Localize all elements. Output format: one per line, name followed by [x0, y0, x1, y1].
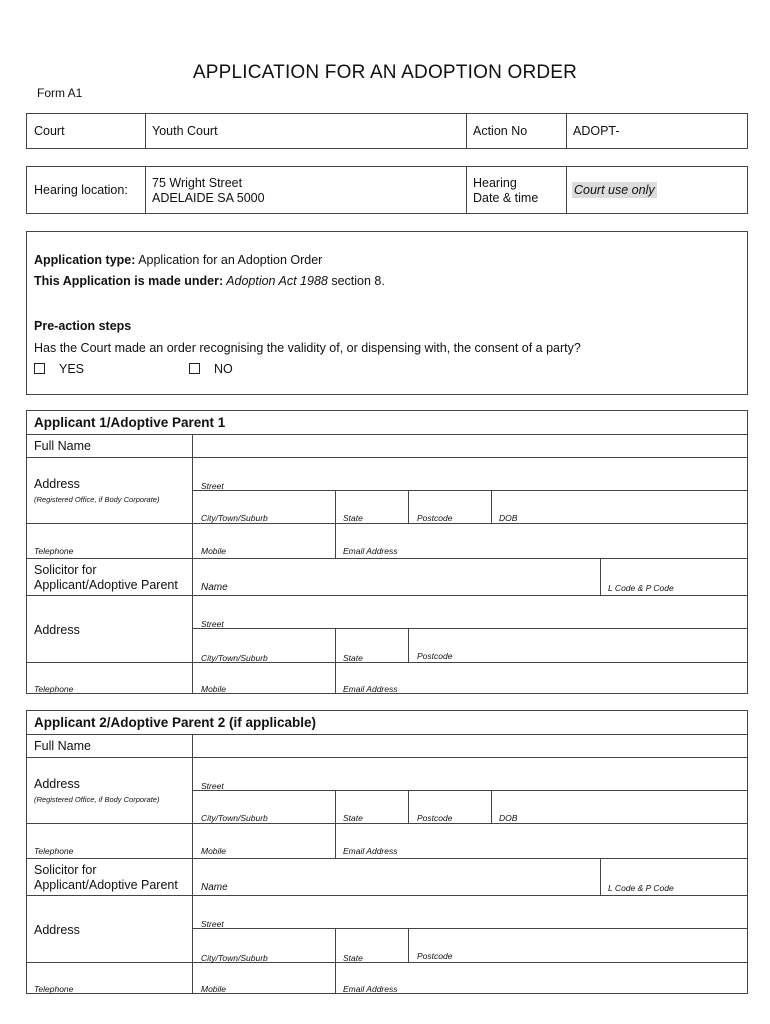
applicant1-sol-telephone-label[interactable]: Telephone — [34, 684, 74, 694]
no-option[interactable] — [189, 362, 233, 376]
applicant2-lcode-label[interactable]: L Code & P Code — [608, 883, 674, 893]
applicant2-full-name-label: Full Name — [34, 739, 91, 753]
applicant2-full-name-field[interactable] — [193, 735, 747, 757]
applicant1-street-label[interactable]: Street — [201, 481, 224, 491]
applicant2-solicitor-address-label: Address — [34, 923, 80, 937]
applicant1-state-label[interactable]: State — [343, 513, 363, 523]
made-under-label: This Application is made under: — [34, 274, 224, 288]
application-section — [26, 231, 748, 395]
applicant1-postcode-label[interactable]: Postcode — [417, 513, 453, 523]
act-name: Adoption Act 1988 — [223, 274, 328, 288]
hearing-address-line2[interactable]: ADELAIDE SA 5000 — [152, 191, 265, 205]
applicant2-sol-state-label[interactable]: State — [343, 953, 363, 963]
applicant2-solicitor-name-label[interactable]: Name — [201, 882, 228, 893]
applicant2-sol-telephone-label[interactable]: Telephone — [34, 984, 74, 994]
court-label: Court — [34, 124, 65, 138]
applicant1-telephone-label[interactable]: Telephone — [34, 546, 74, 556]
hearing-datetime-label: Hearing — [473, 176, 517, 190]
action-no-value[interactable]: ADOPT- — [573, 124, 620, 138]
hearing-row — [26, 166, 748, 214]
applicant1-address-note: (Registered Office, if Body Corporate) — [34, 495, 160, 504]
yes-checkbox[interactable] — [34, 363, 45, 374]
made-under-line — [34, 274, 385, 288]
applicant2-sol-email-label[interactable]: Email Address — [343, 984, 398, 994]
applicant1-sol-city-label[interactable]: City/Town/Suburb — [201, 653, 268, 663]
applicant1-solicitor-name-label[interactable]: Name — [201, 582, 228, 593]
applicant2-solicitor-label-2: Applicant/Adoptive Parent — [34, 878, 178, 892]
applicant1-sol-email-label[interactable]: Email Address — [343, 684, 398, 694]
applicant1-address-label: Address — [34, 477, 80, 491]
applicant1-solicitor-label-2: Applicant/Adoptive Parent — [34, 578, 178, 592]
applicant1-full-name-field[interactable] — [193, 435, 747, 457]
pre-action-question: Has the Court made an order recognising the validity of, or dispensing with, the consent of a party? — [34, 341, 581, 355]
applicant1-dob-label[interactable]: DOB — [499, 513, 518, 523]
application-type-line — [34, 253, 322, 267]
application-type-label: Application type: — [34, 253, 136, 267]
applicant2-postcode-label[interactable]: Postcode — [417, 813, 453, 823]
applicant1-city-label[interactable]: City/Town/Suburb — [201, 513, 268, 523]
act-section: section 8. — [327, 274, 385, 288]
yes-label: YES — [59, 362, 85, 376]
applicant2-state-label[interactable]: State — [343, 813, 363, 823]
applicant1-full-name-label: Full Name — [34, 439, 91, 453]
applicant2-telephone-label[interactable]: Telephone — [34, 846, 74, 856]
applicant1-solicitor-label: Solicitor for — [34, 563, 97, 577]
yes-option[interactable] — [34, 362, 84, 376]
applicant2-sol-street-label[interactable]: Street — [201, 919, 224, 929]
applicant1-sol-street-label[interactable]: Street — [201, 619, 224, 629]
hearing-datetime-label-2: Date & time — [473, 191, 539, 205]
applicant2-sol-mobile-label[interactable]: Mobile — [201, 984, 227, 994]
applicant1-lcode-label[interactable]: L Code & P Code — [608, 583, 674, 593]
applicant1-heading: Applicant 1/Adoptive Parent 1 — [34, 415, 226, 430]
application-type-value: Application for an Adoption Order — [135, 253, 323, 267]
applicant2-address-note: (Registered Office, if Body Corporate) — [34, 795, 160, 804]
applicant2-sol-city-label[interactable]: City/Town/Suburb — [201, 953, 268, 963]
action-no-label: Action No — [473, 124, 528, 138]
applicant1-section — [26, 410, 748, 694]
hearing-address-line1[interactable]: 75 Wright Street — [152, 176, 243, 190]
applicant1-sol-postcode-label[interactable]: Postcode — [417, 651, 453, 661]
applicant2-dob-label[interactable]: DOB — [499, 813, 518, 823]
court-use-only-field[interactable]: Court use only — [574, 183, 655, 197]
applicant1-email-label[interactable]: Email Address — [343, 546, 398, 556]
hearing-location-label: Hearing location: — [34, 183, 128, 197]
applicant2-email-label[interactable]: Email Address — [343, 846, 398, 856]
applicant2-city-label[interactable]: City/Town/Suburb — [201, 813, 268, 823]
applicant2-sol-postcode-label[interactable]: Postcode — [417, 951, 453, 961]
court-row — [26, 113, 748, 149]
applicant2-solicitor-label: Solicitor for — [34, 863, 97, 877]
court-value[interactable]: Youth Court — [152, 124, 218, 138]
applicant2-street-label[interactable]: Street — [201, 781, 224, 791]
no-label: NO — [214, 362, 233, 376]
applicant2-mobile-label[interactable]: Mobile — [201, 846, 227, 856]
applicant1-solicitor-address-label: Address — [34, 623, 80, 637]
applicant2-address-label: Address — [34, 777, 80, 791]
page-title: APPLICATION FOR AN ADOPTION ORDER — [192, 62, 578, 83]
applicant1-sol-state-label[interactable]: State — [343, 653, 363, 663]
no-checkbox[interactable] — [189, 363, 200, 374]
applicant1-sol-mobile-label[interactable]: Mobile — [201, 684, 227, 694]
applicant2-section — [26, 710, 748, 994]
applicant2-heading: Applicant 2/Adoptive Parent 2 (if applicable) — [34, 715, 317, 730]
applicant1-mobile-label[interactable]: Mobile — [201, 546, 227, 556]
form-id: Form A1 — [37, 86, 83, 100]
pre-action-title: Pre-action steps — [34, 319, 132, 333]
